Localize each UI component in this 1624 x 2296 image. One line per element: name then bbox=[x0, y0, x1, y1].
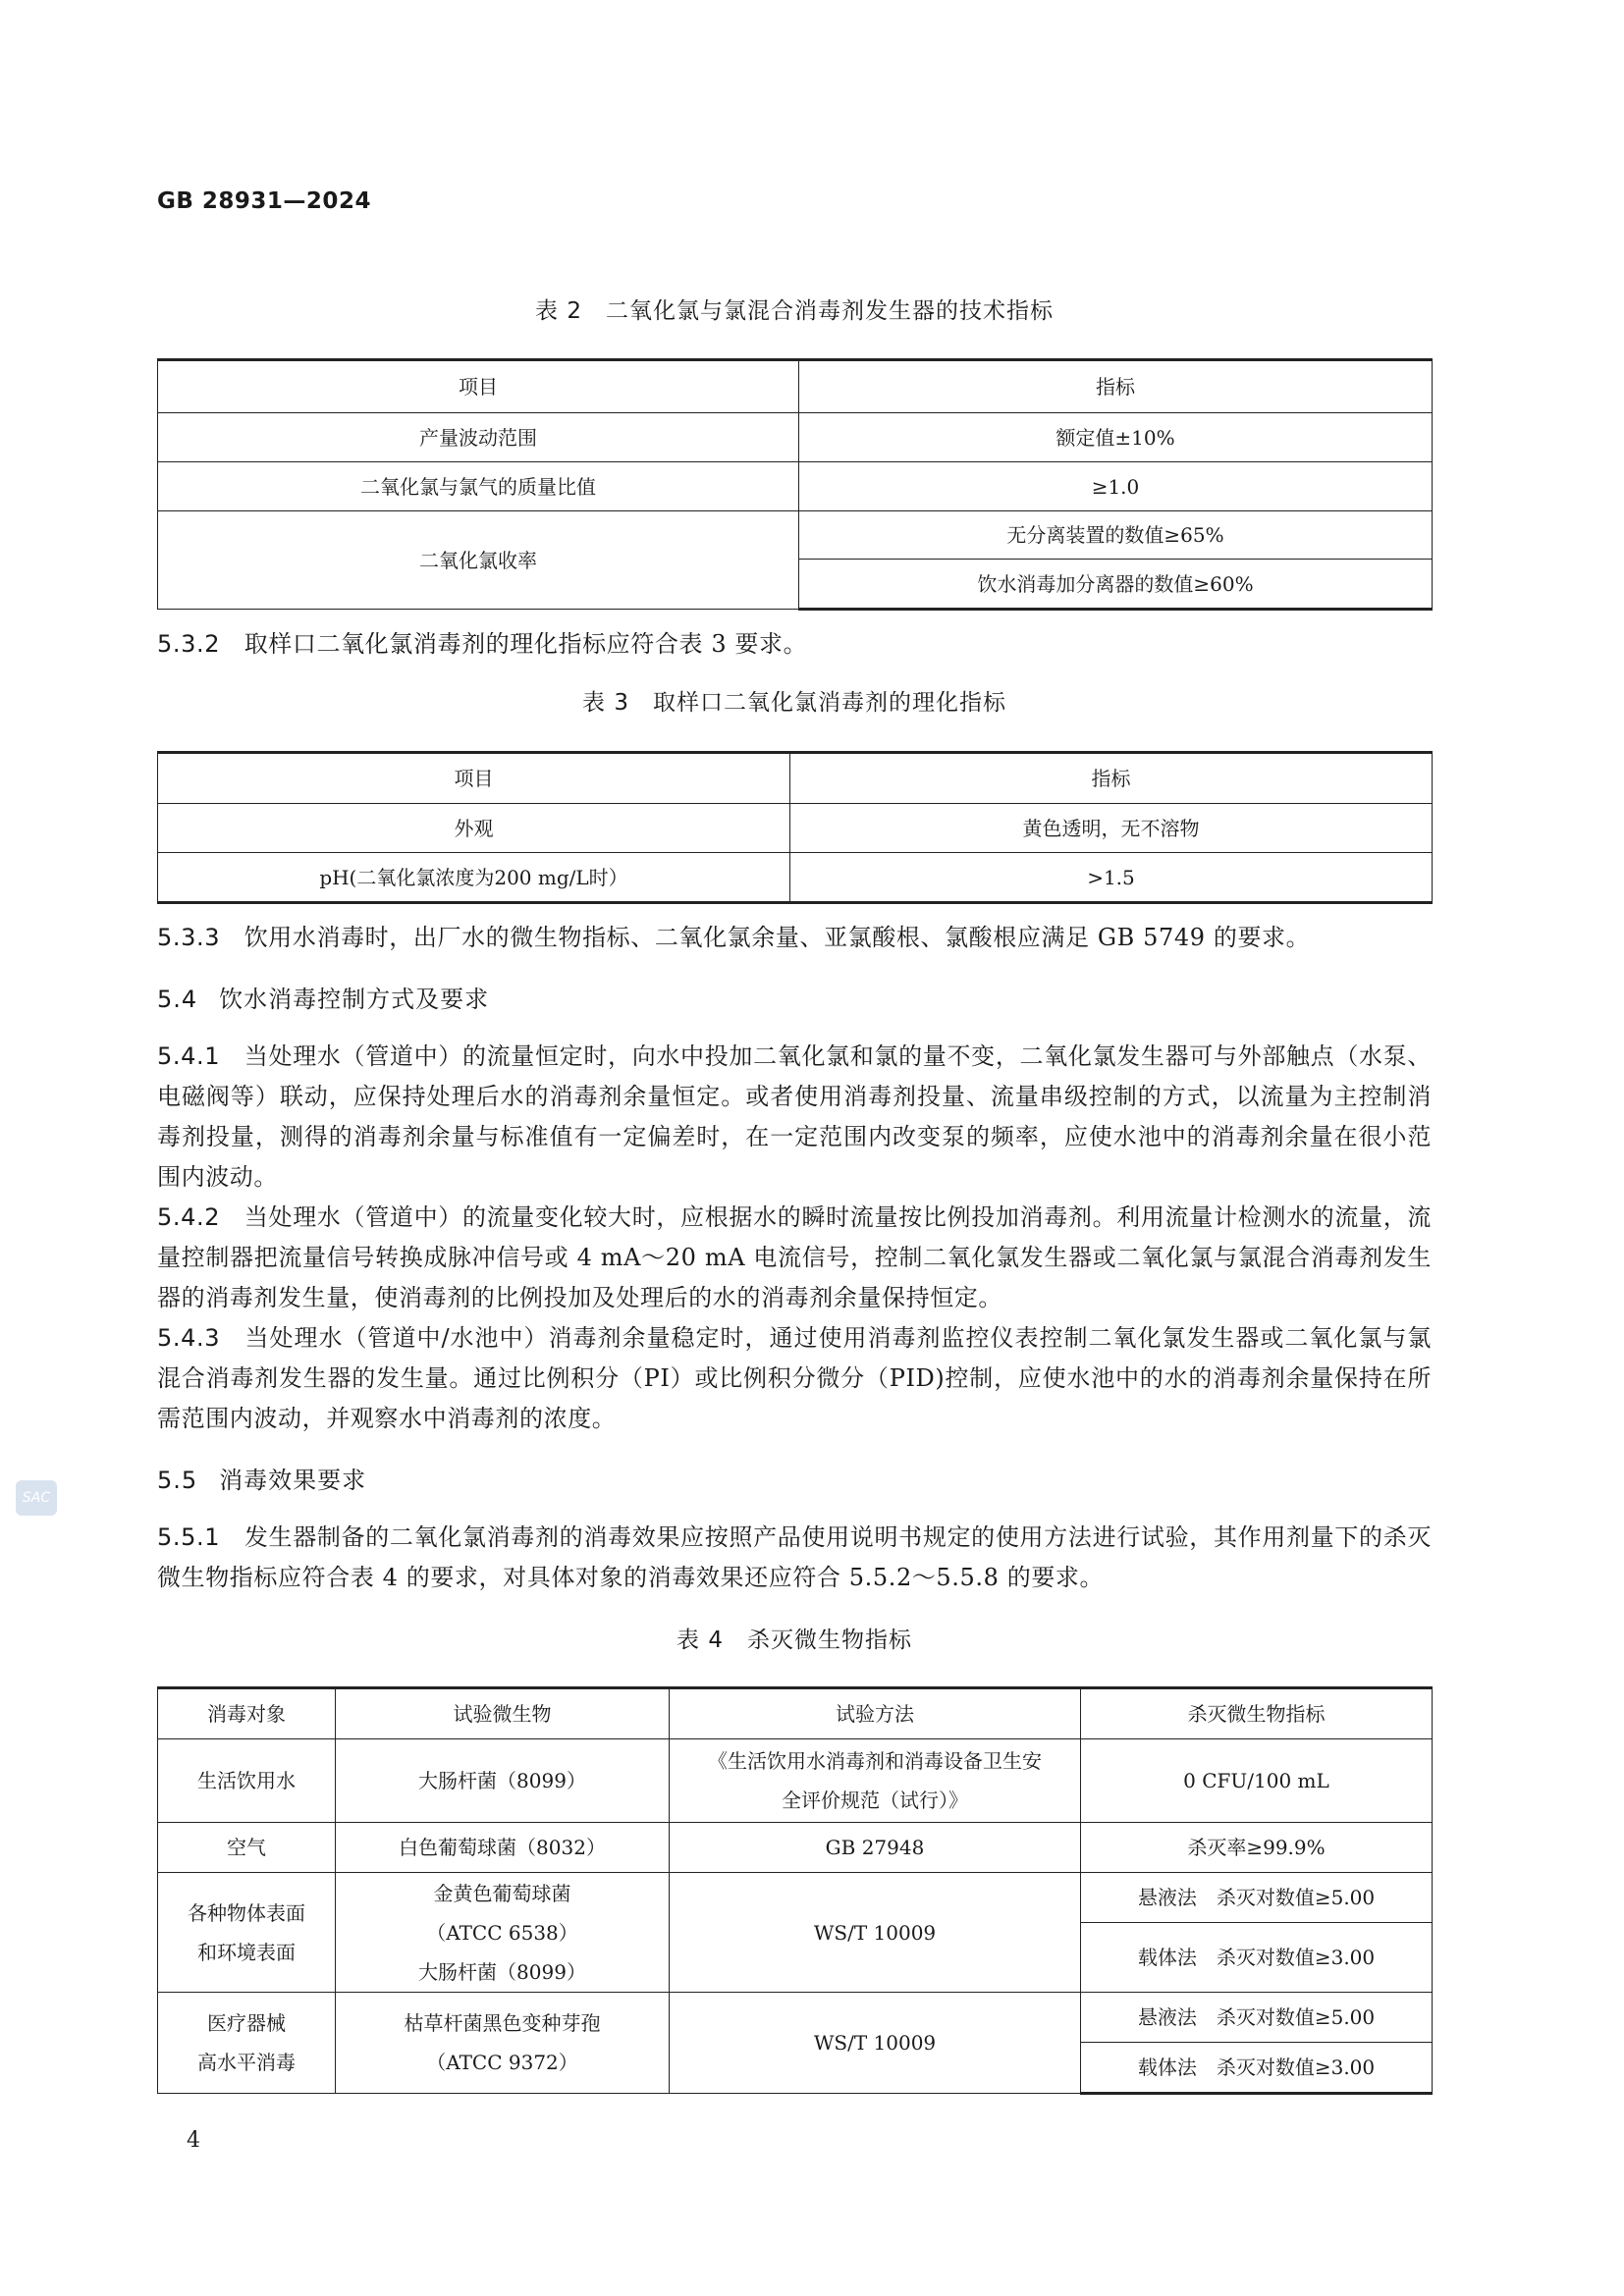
table-row bbox=[158, 413, 1433, 462]
clause-5-4-2 bbox=[157, 1198, 1432, 1318]
clause-text: 取样口二氧化氯消毒剂的理化指标应符合表 3 要求。 bbox=[244, 630, 808, 658]
table3-caption: 表 3 取样口二氧化氯消毒剂的理化指标 bbox=[582, 690, 1006, 716]
table-cell: WS/T 10009 bbox=[670, 1993, 1081, 2094]
table2 bbox=[157, 358, 1433, 611]
table-header-cell: 试验微生物 bbox=[336, 1688, 670, 1739]
table-cell: 杀灭率≥99.9% bbox=[1081, 1823, 1433, 1873]
table-cell: 无分离装置的数值≥65% bbox=[799, 511, 1433, 560]
table-cell bbox=[670, 1739, 1081, 1823]
table-cell: 大肠杆菌（8099） bbox=[336, 1739, 670, 1823]
table-header-row bbox=[158, 753, 1433, 804]
cell-line: 《生活饮用水消毒剂和消毒设备卫生安 bbox=[708, 1749, 1042, 1773]
table-header-cell: 项目 bbox=[158, 360, 799, 413]
section-title: 消毒效果要求 bbox=[219, 1467, 367, 1494]
table-row bbox=[158, 853, 1433, 903]
section-5-4-heading bbox=[157, 980, 489, 1014]
table-cell: 生活饮用水 bbox=[158, 1739, 336, 1823]
cell-line: 全评价规范（试行）》 bbox=[782, 1789, 968, 1812]
table-header-row bbox=[158, 360, 1433, 413]
table4-caption: 表 4 杀灭微生物指标 bbox=[677, 1628, 912, 1653]
table-cell: ≥1.0 bbox=[799, 462, 1433, 511]
clause-text: 当处理水（管道中）的流量恒定时，向水中投加二氧化氯和氯的量不变，二氧化氯发生器可与外部触点（水泵、电磁阀等）联动，应保持处理后水的消毒剂余量恒定。或者使用消毒剂投量、流量串级控制的方式，以流量为主控制消毒剂投量，测得的消毒剂余量与标准值有一定偏差时，在一定范围内改变泵的频率，应使水池中的消毒剂余量在很小范围内波动。 bbox=[157, 1042, 1432, 1191]
table-cell: 0 CFU/100 mL bbox=[1081, 1739, 1433, 1823]
clause-5-4-3 bbox=[157, 1318, 1432, 1439]
cell-line: 各种物体表面 bbox=[188, 1900, 305, 1925]
table-cell: pH(二氧化氯浓度为200 mg/L时） bbox=[158, 853, 790, 903]
table-cell: 载体法 杀灭对数值≥3.00 bbox=[1081, 1923, 1433, 1993]
cell-line: （ATCC 9372） bbox=[426, 2051, 578, 2074]
clause-text: 当处理水（管道中/水池中）消毒剂余量稳定时，通过使用消毒剂监控仪表控制二氧化氯发生器或二氧化氯与氯混合消毒剂发生器的发生量。通过比例积分（PI）或比例积分微分（PID)控制，应使水池中的水的消毒剂余量保持在所需范围内波动，并观察水中消毒剂的浓度。 bbox=[157, 1324, 1433, 1432]
table4 bbox=[157, 1686, 1433, 2095]
table-row bbox=[158, 1873, 1433, 1923]
table-header-cell: 指标 bbox=[790, 753, 1433, 804]
section-number: 5.4 bbox=[157, 986, 198, 1013]
cell-line: 高水平消毒 bbox=[197, 2051, 296, 2074]
table-cell bbox=[158, 1873, 336, 1993]
table-cell: 悬液法 杀灭对数值≥5.00 bbox=[1081, 1993, 1433, 2043]
cell-line: 和环境表面 bbox=[197, 1940, 296, 1964]
section-title: 饮水消毒控制方式及要求 bbox=[219, 986, 490, 1013]
cell-line: 大肠杆菌（8099） bbox=[418, 1959, 586, 1984]
table-header-row bbox=[158, 1688, 1433, 1739]
clause-text: 发生器制备的二氧化氯消毒剂的消毒效果应按照产品使用说明书规定的使用方法进行试验，其作用剂量下的杀灭微生物指标应符合表 4 的要求，对具体对象的消毒效果还应符合 5.5.2～5.5.8 的要求。 bbox=[157, 1523, 1432, 1591]
table-cell: 二氧化氯与氯气的质量比值 bbox=[158, 462, 799, 511]
table-cell bbox=[336, 1993, 670, 2094]
table-cell bbox=[158, 1993, 336, 2094]
page-number: 4 bbox=[187, 2128, 200, 2153]
table-cell bbox=[336, 1873, 670, 1993]
cell-line: 医疗器械 bbox=[207, 2011, 286, 2035]
table-cell: 二氧化氯收率 bbox=[158, 511, 799, 610]
table-row bbox=[158, 1739, 1433, 1823]
clause-text: 当处理水（管道中）的流量变化较大时，应根据水的瞬时流量按比例投加消毒剂。利用流量计检测水的流量，流量控制器把流量信号转换成脉冲信号或 4 mA～20 mA 电流信号，控制二氧化氯发生器或二氧化氯与氯混合消毒剂发生器的消毒剂发生量，使消毒剂的比例投加及处理后的水的消毒剂余量保持恒定。 bbox=[157, 1203, 1432, 1311]
table-header-cell: 消毒对象 bbox=[158, 1688, 336, 1739]
table-cell: GB 27948 bbox=[670, 1823, 1081, 1873]
clause-5-5-1 bbox=[157, 1518, 1432, 1598]
table-cell: 饮水消毒加分离器的数值≥60% bbox=[799, 560, 1433, 610]
clause-number: 5.4.2 bbox=[157, 1203, 221, 1231]
clause-5-4-1 bbox=[157, 1037, 1432, 1198]
clause-number: 5.5.1 bbox=[157, 1523, 221, 1551]
table-cell: 产量波动范围 bbox=[158, 413, 799, 462]
sac-watermark: SAC bbox=[16, 1480, 57, 1516]
clause-number: 5.4.1 bbox=[157, 1042, 221, 1070]
standard-code: GB 28931—2024 bbox=[157, 188, 371, 214]
section-number: 5.5 bbox=[157, 1467, 198, 1494]
clause-text: 饮用水消毒时，出厂水的微生物指标、二氧化氯余量、亚氯酸根、氯酸根应满足 GB 5749 的要求。 bbox=[244, 924, 1311, 951]
table-cell: 额定值±10% bbox=[799, 413, 1433, 462]
table-cell: >1.5 bbox=[790, 853, 1433, 903]
table-header-cell: 试验方法 bbox=[670, 1688, 1081, 1739]
clause-5-3-3 bbox=[157, 918, 1432, 958]
clause-number: 5.3.3 bbox=[157, 924, 221, 951]
table-header-cell: 杀灭微生物指标 bbox=[1081, 1688, 1433, 1739]
table3 bbox=[157, 751, 1433, 904]
cell-line: 金黄色葡萄球菌 bbox=[433, 1881, 571, 1905]
table-cell: 白色葡萄球菌（8032） bbox=[336, 1823, 670, 1873]
clause-number: 5.3.2 bbox=[157, 630, 221, 658]
table-cell: 悬液法 杀灭对数值≥5.00 bbox=[1081, 1873, 1433, 1923]
cell-line: （ATCC 6538） bbox=[426, 1920, 578, 1945]
table-cell: 外观 bbox=[158, 804, 790, 853]
table-header-cell: 项目 bbox=[158, 753, 790, 804]
table-header-cell: 指标 bbox=[799, 360, 1433, 413]
clause-5-3-2 bbox=[157, 624, 1432, 665]
table-cell: WS/T 10009 bbox=[670, 1873, 1081, 1993]
table-row bbox=[158, 462, 1433, 511]
table-cell: 空气 bbox=[158, 1823, 336, 1873]
table-row bbox=[158, 804, 1433, 853]
section-5-5-heading bbox=[157, 1461, 366, 1495]
table-cell: 载体法 杀灭对数值≥3.00 bbox=[1081, 2043, 1433, 2094]
cell-line: 枯草杆菌黑色变种芽孢 bbox=[404, 2011, 601, 2035]
table-cell: 黄色透明，无不溶物 bbox=[790, 804, 1433, 853]
clause-number: 5.4.3 bbox=[157, 1324, 221, 1352]
table-row bbox=[158, 1823, 1433, 1873]
table-row bbox=[158, 511, 1433, 560]
table-row bbox=[158, 1993, 1433, 2043]
table2-caption: 表 2 二氧化氯与氯混合消毒剂发生器的技术指标 bbox=[535, 298, 1054, 324]
